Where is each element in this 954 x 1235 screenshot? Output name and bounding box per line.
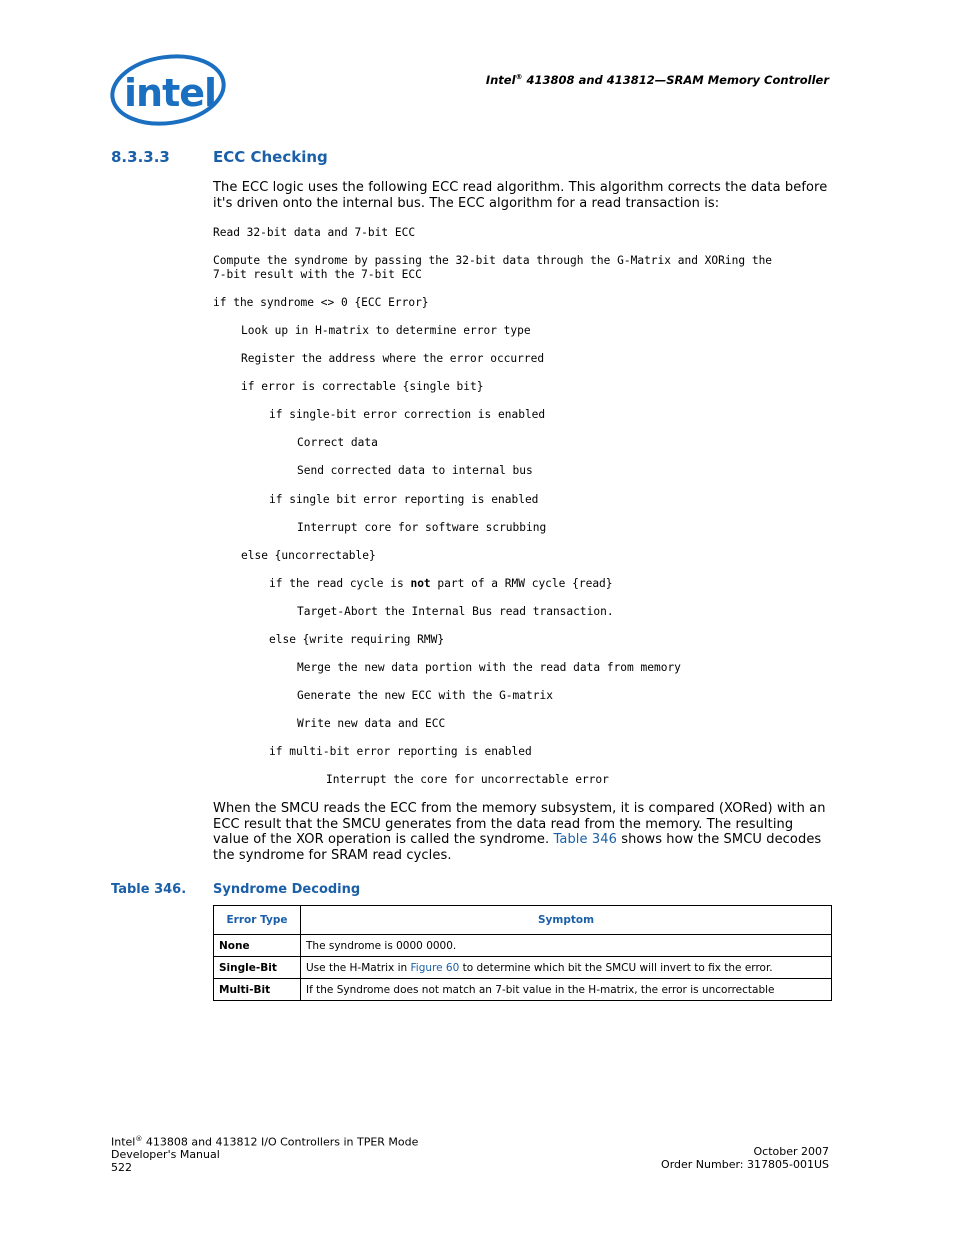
figure-60-link[interactable]: Figure 60 [410, 961, 460, 974]
syndrome-paragraph: When the SMCU reads the ECC from the memory subsystem, it is compared (XORed) with an ECC result that the SMCU generates from the data read from the memory. The resulting value of the XOR operation is called the syndrome. Table 346 shows how the SMCU decodes the syndrome for SRAM read cycles. [213, 801, 826, 863]
footer-manual: Developer's Manual [111, 1148, 220, 1162]
table-caption-number: Table 346. [111, 882, 187, 897]
intel-logo [110, 50, 228, 128]
syndrome-decoding-table [213, 905, 832, 1001]
code-line: if single-bit error correction is enabled [269, 408, 546, 421]
footer-order-number: Order Number: 317805-001US [661, 1157, 829, 1171]
table-header-row [214, 906, 832, 935]
code-line: else {uncorrectable} [241, 549, 376, 562]
symptom-cell: Use the H-Matrix in Figure 60 to determine which bit the SMCU will invert to fix the error. [301, 957, 832, 979]
table-row [214, 957, 832, 979]
code-line: if error is correctable {single bit} [241, 380, 484, 393]
code-line: Correct data [297, 436, 378, 449]
running-header: Intel® 413808 and 413812—SRAM Memory Controller [485, 73, 829, 87]
code-line: Merge the new data portion with the read data from memory [297, 661, 681, 674]
code-line: if the read cycle is not part of a RMW cycle {read} [269, 577, 613, 590]
code-line: Write new data and ECC [297, 717, 446, 730]
logo-wordmark: intel [124, 71, 217, 115]
footer-date: October 2007 [753, 1145, 829, 1158]
code-line: if single bit error reporting is enabled [269, 493, 539, 506]
symptom-cell: The syndrome is 0000 0000. [301, 935, 832, 957]
footer-left [111, 1133, 418, 1174]
code-line: if multi-bit error reporting is enabled [269, 745, 532, 758]
code-line: Target-Abort the Internal Bus read transaction. [297, 605, 614, 618]
code-line: Generate the new ECC with the G-matrix [297, 689, 553, 702]
code-line: Compute the syndrome by passing the 32-bit data through the G-Matrix and XORing the [213, 254, 773, 267]
symptom-cell: If the Syndrome does not match an 7-bit value in the H-matrix, the error is uncorrectable [301, 979, 832, 1001]
code-line: Send corrected data to internal bus [297, 464, 533, 477]
footer-doc-title: Intel® 413808 and 413812 I/O Controllers in TPER Mode [111, 1135, 419, 1149]
code-line: 7-bit result with the 7-bit ECC [213, 268, 422, 281]
code-line: if the syndrome <> 0 {ECC Error} [213, 296, 429, 309]
intro-paragraph: The ECC logic uses the following ECC read algorithm. This algorithm corrects the data before it's driven onto the internal bus. The ECC algorithm for a read transaction is: [213, 180, 828, 211]
table-caption-title: Syndrome Decoding [213, 882, 361, 897]
header-error-type: Error Type [214, 906, 301, 935]
code-line: Register the address where the error occurred [241, 352, 545, 365]
header-symptom: Symptom [301, 906, 832, 935]
code-line: Read 32-bit data and 7-bit ECC [213, 226, 416, 239]
section-title: ECC Checking [213, 148, 328, 166]
error-type-cell: None [214, 935, 301, 957]
section-number: 8.3.3.3 [111, 148, 170, 166]
code-line: Look up in H-matrix to determine error type [241, 324, 531, 337]
code-line: else {write requiring RMW} [269, 633, 445, 646]
code-line: Interrupt the core for uncorrectable error [326, 773, 609, 786]
footer-right [661, 1146, 829, 1171]
error-type-cell: Multi-Bit [214, 979, 301, 1001]
table-346-link[interactable]: Table 346 [553, 832, 617, 847]
page-number: 522 [111, 1160, 132, 1174]
code-line: Interrupt core for software scrubbing [297, 521, 547, 534]
table-row [214, 979, 832, 1001]
table-row [214, 935, 832, 957]
error-type-cell: Single-Bit [214, 957, 301, 979]
